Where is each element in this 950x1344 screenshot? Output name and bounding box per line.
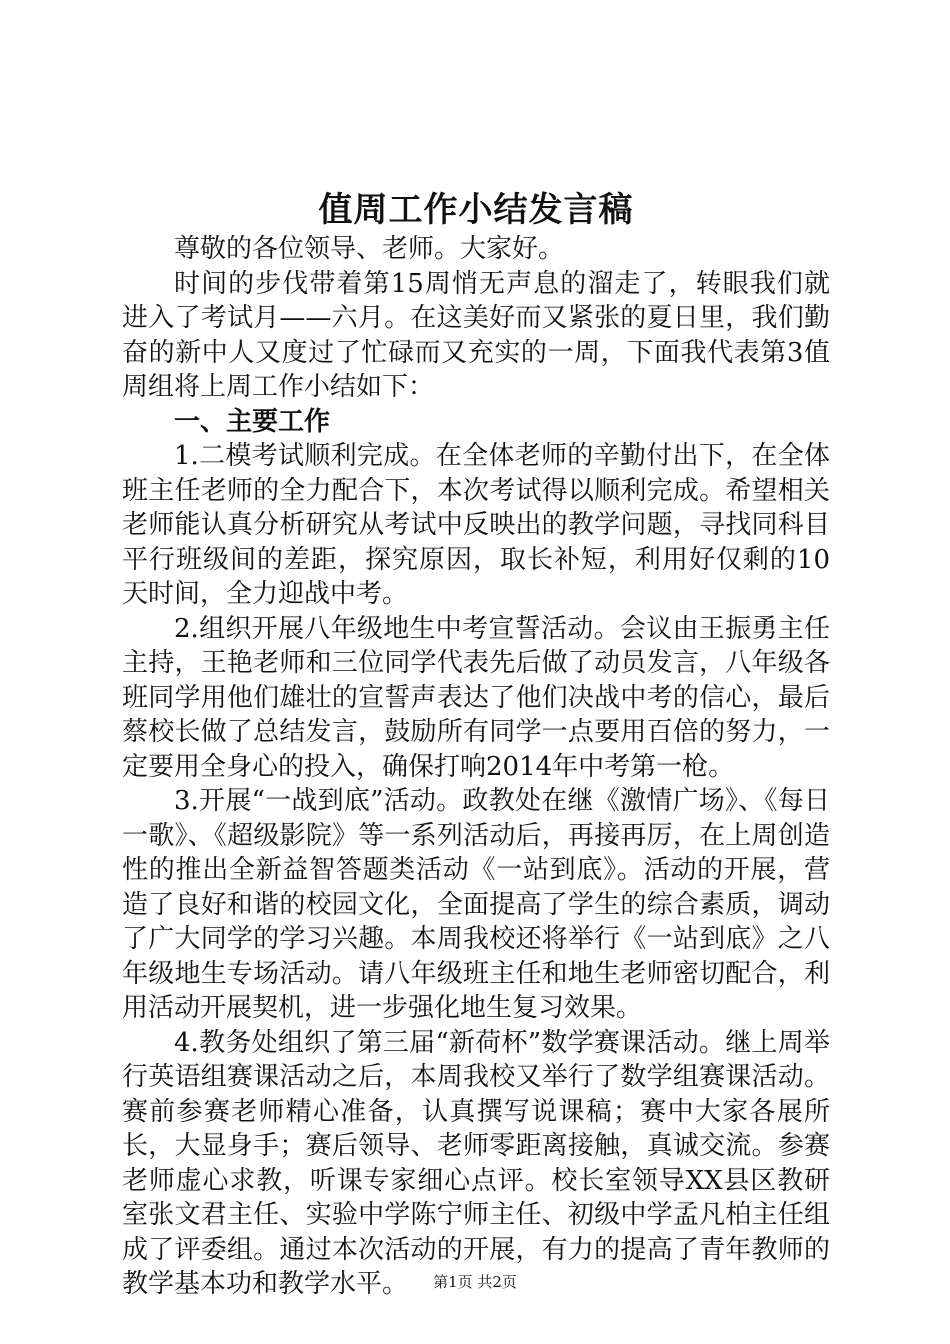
section-heading: 一、主要工作 xyxy=(174,406,331,437)
item-paragraph-2: 2.组织开展八年级地生中考宣誓活动。会议由王振勇主任主持，王艳老师和三位同学代表先后做了动员发言，八年级各班同学用他们雄壮的宣誓声表达了他们决战中考的信心，最后蔡校长做了总结发言，鼓励所有同学一点要用百倍的努力，一定要用全身心的投入，确保打响2014年中考第一枪。 xyxy=(122,613,830,782)
document-title: 值周工作小结发言稿 xyxy=(318,190,634,230)
page-footer: 第1页 共2页 xyxy=(433,1273,517,1291)
document-body xyxy=(122,232,830,1302)
item-paragraph-1: 1.二模考试顺利完成。在全体老师的辛勤付出下，在全体班主任老师的全力配合下，本次考试得以顺利完成。希望相关老师能认真分析研究从考试中反映出的教学问题，寻找同科目平行班级间的差距，探究原因，取长补短，利用好仅剩的10天时间，全力迎战中考。 xyxy=(122,441,830,609)
greeting-paragraph: 尊敬的各位领导、老师。大家好。 xyxy=(174,234,565,264)
item-paragraph-3: 3.开展“一战到底”活动。政教处在继《激情广场》、《每日一歌》、《超级影院》等一系列活动后，再接再厉，在上周创造性的推出全新益智答题类活动《一站到底》。活动的开展，营造了良好和谐的校园文化，全面提高了学生的综合素质，调动了广大同学的学习兴趣。本周我校还将举行《一站到底》之八年级地生专场活动。请八年级班主任和地生老师密切配合，利用活动开展契机，进一步强化地生复习效果。 xyxy=(122,786,830,1023)
item-paragraph-4: 4.教务处组织了第三届“新荷杯”数学赛课活动。继上周举行英语组赛课活动之后，本周我校又举行了数学组赛课活动。赛前参赛老师精心准备，认真撰写说课稿；赛中大家各展所长，大显身手；赛后领导、老师零距离接触，真诚交流。参赛老师虚心求教，听课专家细心点评。校长室领导XX县区教研室张文君主任、实验中学陈宁师主任、初级中学孟凡柏主任组成了评委组。通过本次活动的开展，有力的提高了青年教师的教学基本功和教学水平。 xyxy=(122,1027,830,1299)
intro-paragraph: 时间的步伐带着第15周悄无声息的溜走了，转眼我们就进入了考试月——六月。在这美好而又紧张的夏日里，我们勤奋的新中人又度过了忙碌而又充实的一周，下面我代表第3值周组将上周工作小结如下： xyxy=(122,268,830,402)
